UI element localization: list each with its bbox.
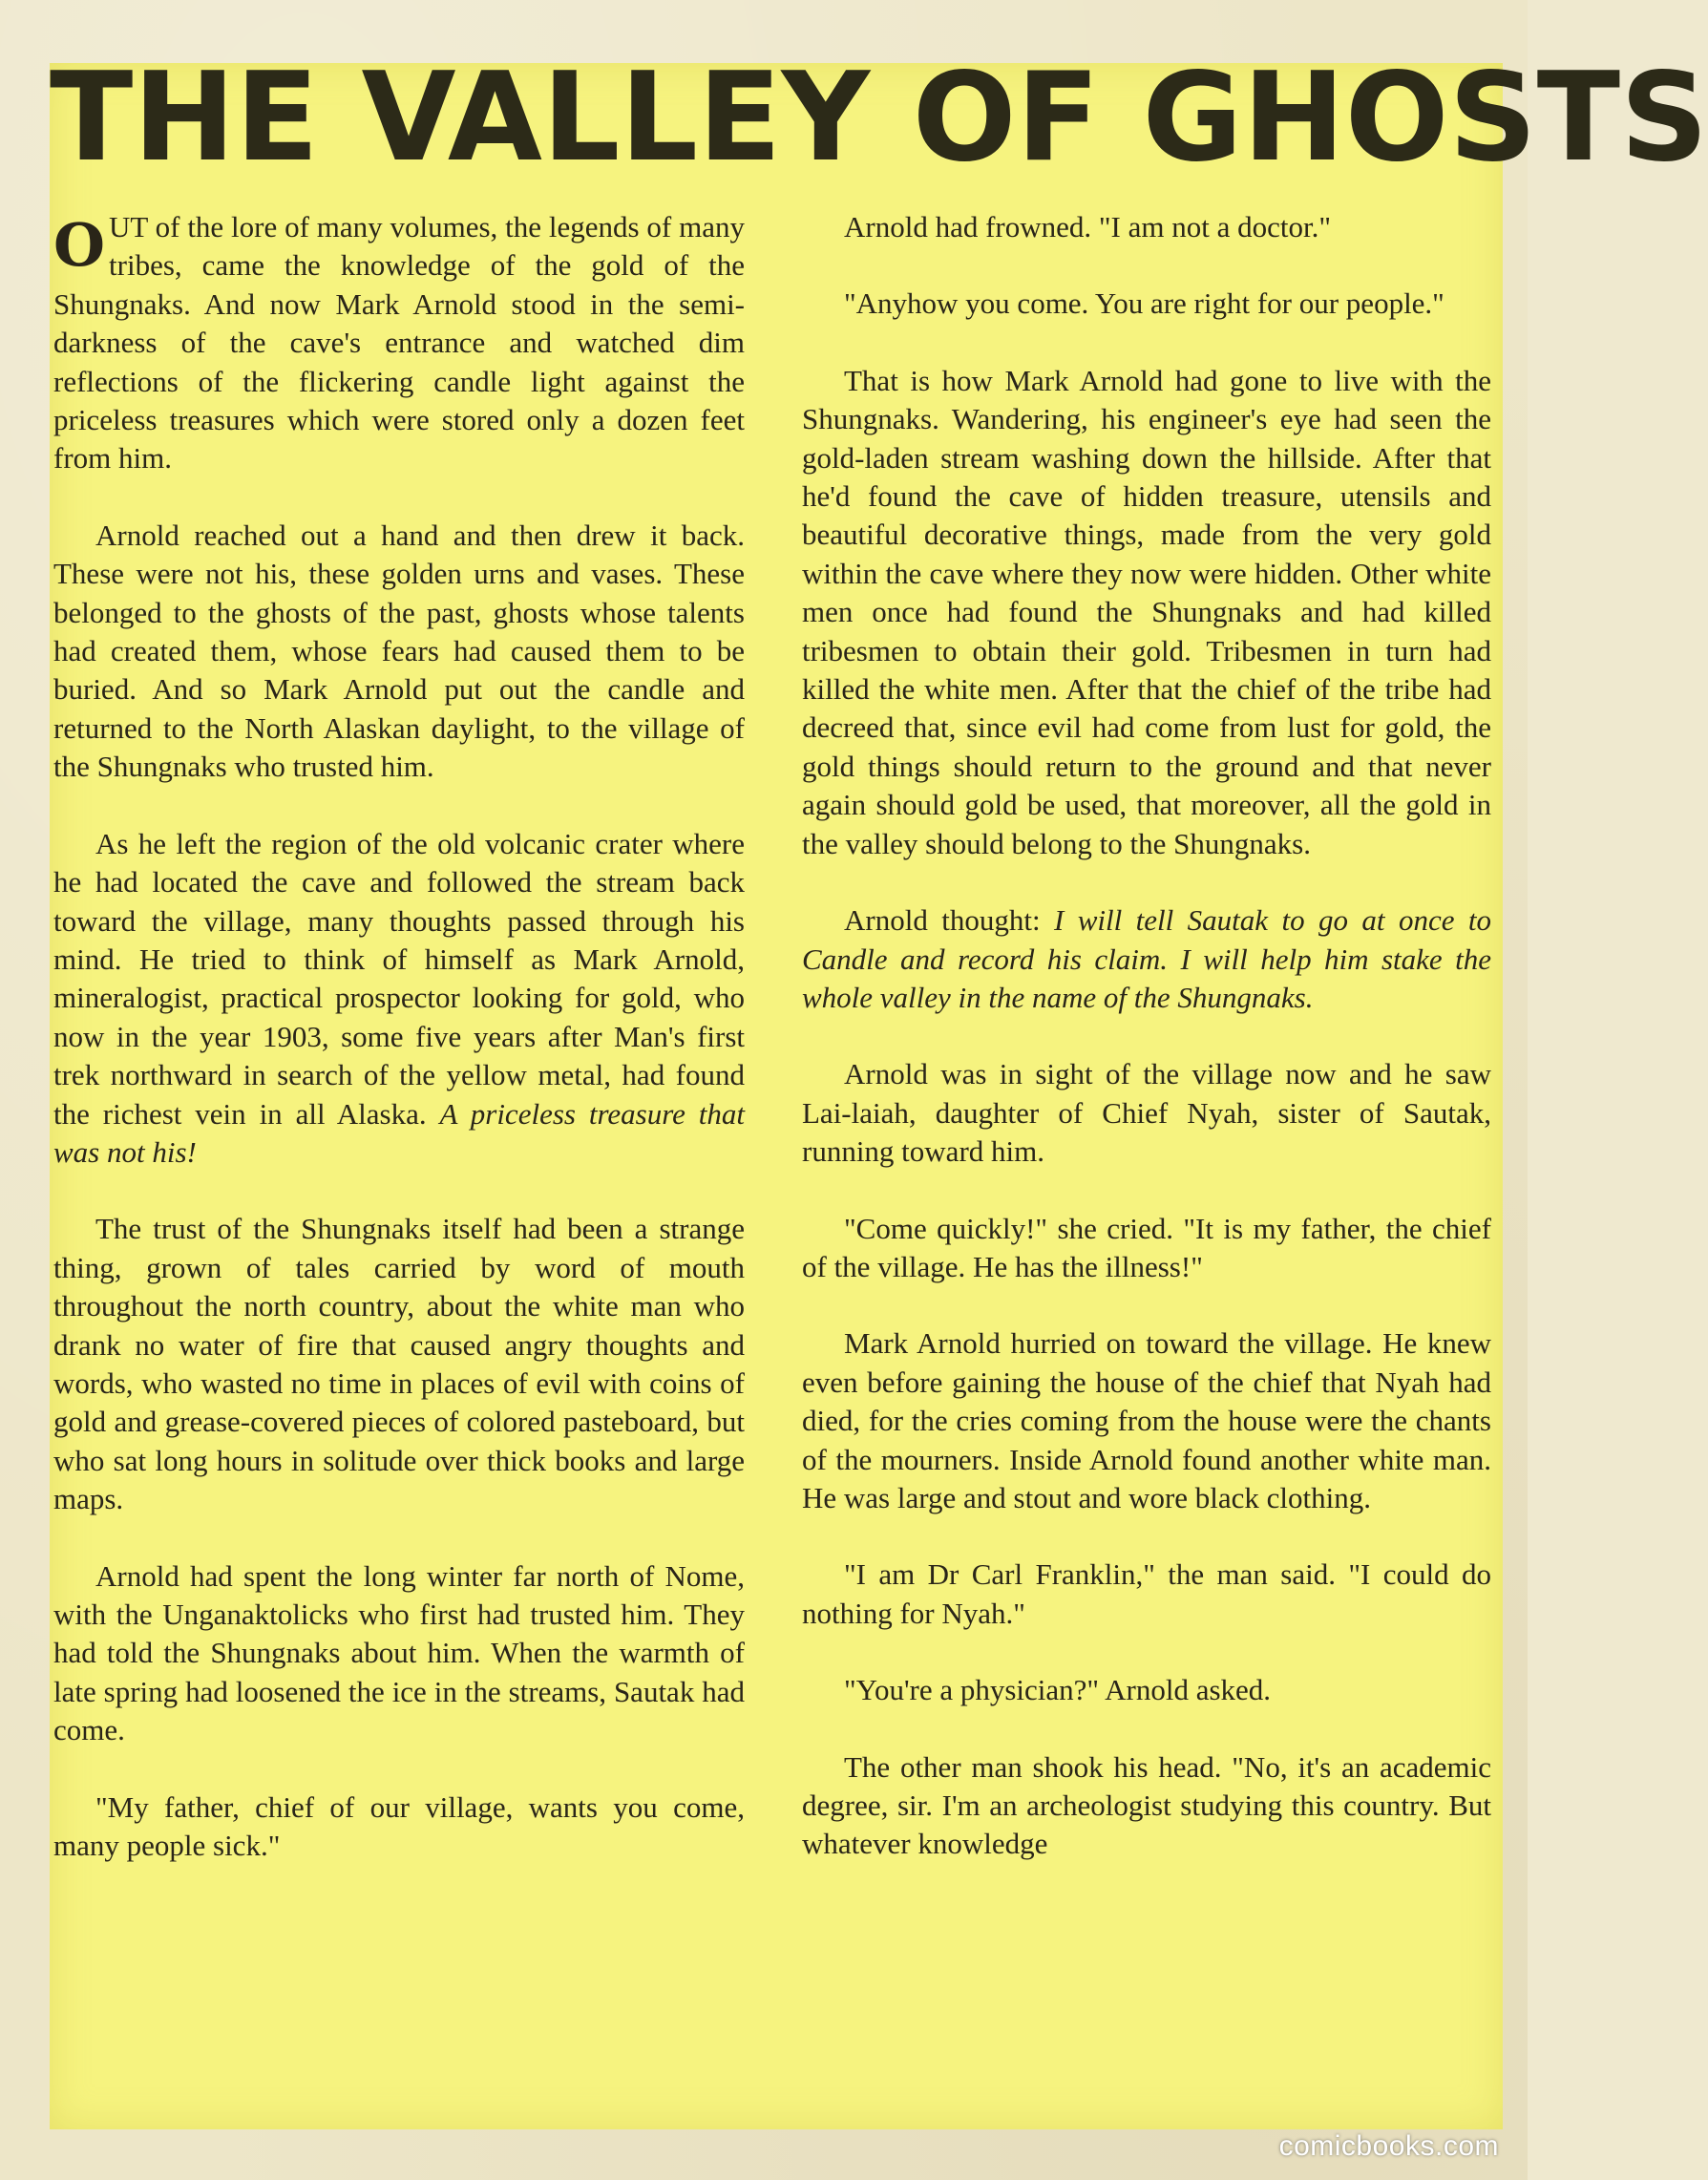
- left-paragraph-4: The trust of the Shungnaks itself had been a strange thing, grown of tales carried by word of mouth throughout the north country, about the white man who drank no water of fire that caused angry thoughts and words, who wasted no time in places of evil with coins of gold and grease-covered pieces of colored pasteboard, but who sat long hours in solitude over thick books and large maps.: [53, 1212, 745, 1516]
- right-paragraph-3: That is how Mark Arnold had gone to live with the Shungnaks. Wandering, his engineer's eye had seen the gold-laden stream washing down the hillside. After that he'd found the cave of hidden treasure, utensils and beautiful decorative things, made from the very gold within the cave where they now were hidden. Other white men once had found the Shungnaks and had killed tribesmen to obtain their gold. Tribesmen in turn had killed the white men. After that the chief of the tribe had decreed that, since evil had come from lust for gold, the gold things should return to the ground and that never again should gold be used, that moreover, all the gold in the valley should belong to the Shungnaks.: [802, 363, 1491, 860]
- right-paragraph-6: "Come quickly!" she cried. "It is my father, the chief of the village. He has the illness!": [802, 1211, 1491, 1283]
- left-column: [53, 208, 745, 1903]
- right-column: [802, 208, 1491, 1902]
- right-paragraph-7: Mark Arnold hurried on toward the village. He knew even before gaining the house of the chief that Nyah had died, for the cries coming from the house were the chants of the mourners. Inside Arnold found another white man. He was large and stout and wore black clothing.: [802, 1326, 1491, 1514]
- left-paragraph-3-text: As he left the region of the old volcanic crater where he had located the cave and followed the stream back toward the village, many thoughts passed through his mind. He tried to think of himself as Mark Arnold, mineralogist, practical prospector looking for gold, who now in the year 1903, some five years after Man's first trek northward in search of the yellow metal, had found the richest vein in all Alaska.: [53, 826, 745, 1131]
- left-paragraph-1: [53, 208, 745, 478]
- right-paragraph-4-lead: Arnold thought:: [844, 903, 1041, 938]
- left-paragraph-2: Arnold reached out a hand and then drew it back. These were not his, these golden urns and vases. These belonged to the ghosts of the past, ghosts whose talents had created them, whose fears had caused them to be buried. And so Mark Arnold put out the candle and returned to the North Alaskan daylight, to the village of the Shungnaks who trusted him.: [53, 518, 745, 784]
- watermark-text: comicbooks.com: [1278, 2130, 1499, 2162]
- right-paragraph-9: "You're a physician?" Arnold asked.: [844, 1673, 1272, 1707]
- right-paragraph-5: Arnold was in sight of the village now and he saw Lai-laiah, daughter of Chief Nyah, sister of Sautak, running toward him.: [802, 1057, 1491, 1169]
- drop-cap: O: [53, 210, 106, 280]
- right-paragraph-10: The other man shook his head. "No, it's an academic degree, sir. I'm an archeologist studying this country. But whatever knowledge: [802, 1749, 1491, 1861]
- left-paragraph-6: "My father, chief of our village, wants you come, many people sick.": [53, 1789, 745, 1863]
- right-paragraph-4: [802, 901, 1491, 1017]
- right-paragraph-8: "I am Dr Carl Franklin," the man said. "I could do nothing for Nyah.": [802, 1557, 1491, 1630]
- left-paragraph-3-italic: A priceless treasure that was not his!: [53, 1096, 745, 1169]
- left-paragraph-3: [53, 825, 745, 1173]
- left-paragraph-5: Arnold had spent the long winter far north of Nome, with the Unganaktolicks who first had trusted him. They had told the Shungnaks about him. When the warmth of late spring had loosened the ice in the streams, Sautak had come.: [53, 1558, 745, 1747]
- right-paragraph-4-italic: I will tell Sautak to go at once to Candle and record his claim. I will help him stake the whole valley in the name of the Shungnaks.: [802, 903, 1491, 1014]
- right-paragraph-2: "Anyhow you come. You are right for our people.": [844, 286, 1444, 321]
- story-title: THE VALLEY OF GHOSTS: [50, 47, 1708, 189]
- right-paragraph-1: Arnold had frowned. "I am not a doctor.": [844, 210, 1331, 243]
- left-paragraph-1-text: UT of the lore of many volumes, the legends of many tribes, came the knowledge of the gold of the Shungnaks. And now Mark Arnold stood in the semi-darkness of the cave's entrance and watched dim reflections of the flickering candle light against the priceless treasures which were stored only a dozen feet from him.: [53, 210, 745, 476]
